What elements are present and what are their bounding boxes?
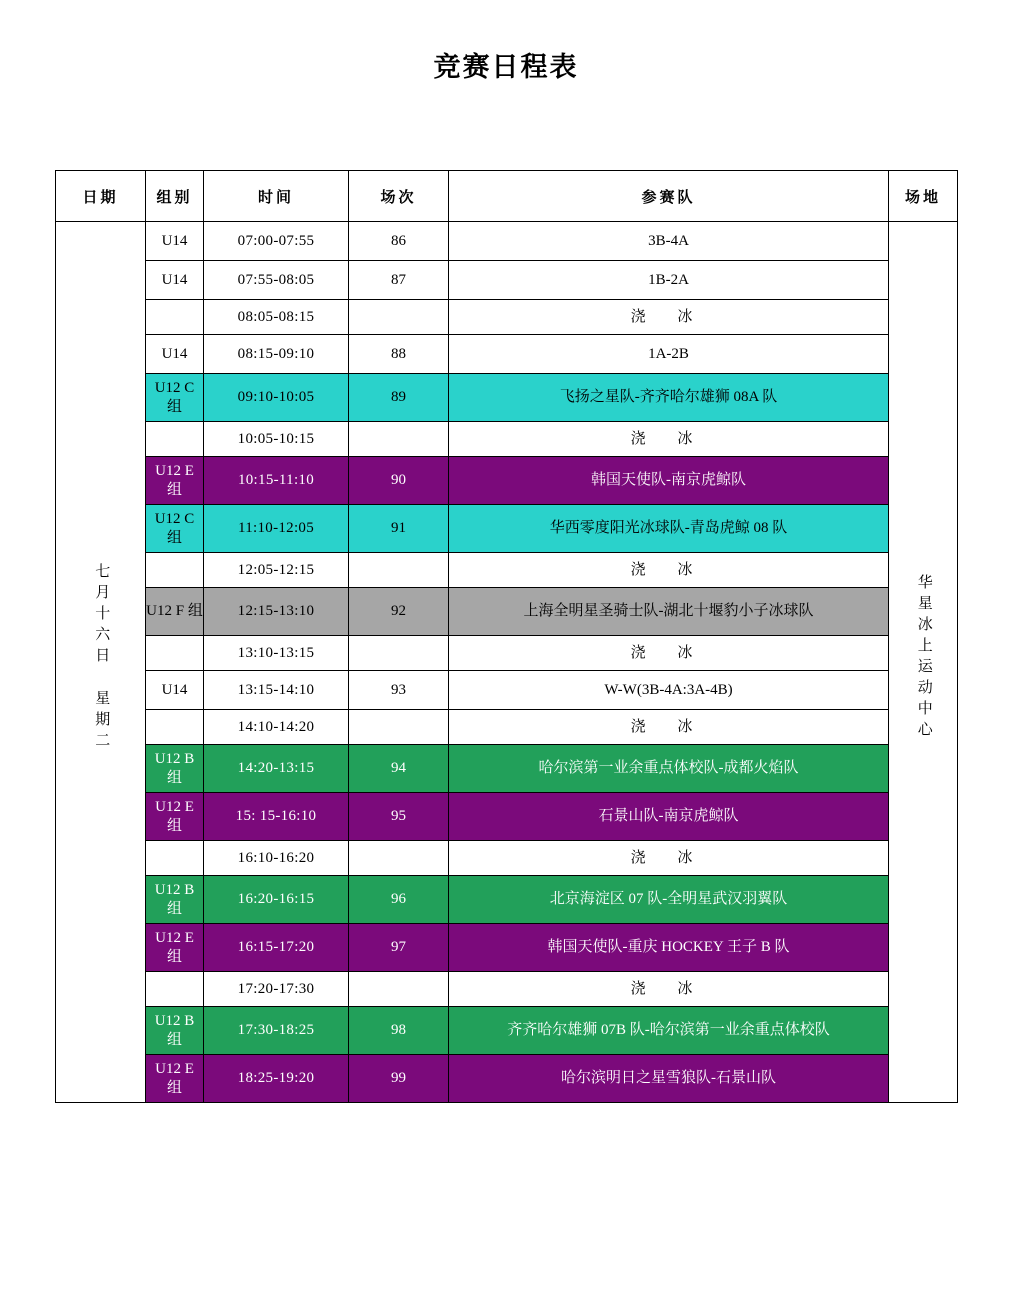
table-row: [56, 745, 958, 793]
group-cell: U14: [146, 222, 204, 261]
group-cell: [146, 972, 204, 1007]
column-header-teams: 参赛队: [449, 171, 889, 222]
table-row: [56, 636, 958, 671]
match-number-cell: [349, 300, 449, 335]
column-header-group: 组别: [146, 171, 204, 222]
time-cell: 17:20-17:30: [204, 972, 349, 1007]
match-number-cell: 87: [349, 261, 449, 300]
time-cell: 08:15-09:10: [204, 335, 349, 374]
match-number-cell: 93: [349, 671, 449, 710]
table-row: [56, 793, 958, 841]
group-cell: [146, 710, 204, 745]
group-cell: U14: [146, 261, 204, 300]
table-row: [56, 924, 958, 972]
venue-cell: [889, 222, 958, 1103]
teams-cell: 华西零度阳光冰球队-青岛虎鲸 08 队: [449, 505, 889, 553]
column-header-time: 时间: [204, 171, 349, 222]
column-header-venue: 场地: [889, 171, 958, 222]
ice-resurfacing-cell: 浇 冰: [449, 841, 889, 876]
group-cell: U12 C 组: [146, 374, 204, 422]
group-cell: U12 E 组: [146, 1055, 204, 1103]
ice-resurfacing-cell: 浇 冰: [449, 422, 889, 457]
time-cell: 10:05-10:15: [204, 422, 349, 457]
match-number-cell: 92: [349, 588, 449, 636]
time-cell: 16:10-16:20: [204, 841, 349, 876]
teams-cell: 1A-2B: [449, 335, 889, 374]
group-cell: [146, 422, 204, 457]
group-cell: [146, 300, 204, 335]
group-cell: U12 F 组: [146, 588, 204, 636]
group-cell: U14: [146, 335, 204, 374]
match-number-cell: 98: [349, 1007, 449, 1055]
column-header-match: 场次: [349, 171, 449, 222]
time-cell: 18:25-19:20: [204, 1055, 349, 1103]
ice-resurfacing-cell: 浇 冰: [449, 972, 889, 1007]
group-cell: U12 B 组: [146, 1007, 204, 1055]
table-row: [56, 671, 958, 710]
match-number-cell: 89: [349, 374, 449, 422]
table-row: [56, 335, 958, 374]
match-number-cell: 95: [349, 793, 449, 841]
ice-resurfacing-cell: 浇 冰: [449, 710, 889, 745]
teams-cell: 北京海淀区 07 队-全明星武汉羽翼队: [449, 876, 889, 924]
time-cell: 12:05-12:15: [204, 553, 349, 588]
match-number-cell: [349, 553, 449, 588]
time-cell: 13:10-13:15: [204, 636, 349, 671]
time-cell: 13:15-14:10: [204, 671, 349, 710]
teams-cell: 哈尔滨明日之星雪狼队-石景山队: [449, 1055, 889, 1103]
time-cell: 11:10-12:05: [204, 505, 349, 553]
group-cell: U12 B 组: [146, 745, 204, 793]
teams-cell: 飞扬之星队-齐齐哈尔雄狮 08A 队: [449, 374, 889, 422]
table-row: [56, 588, 958, 636]
date-text: 七月十六日 星期二: [93, 562, 110, 753]
time-cell: 10:15-11:10: [204, 457, 349, 505]
match-number-cell: [349, 710, 449, 745]
teams-cell: 上海全明星圣骑士队-湖北十堰豹小子冰球队: [449, 588, 889, 636]
column-header-date: 日期: [56, 171, 146, 222]
table-row: [56, 1055, 958, 1103]
table-row: [56, 841, 958, 876]
teams-cell: 哈尔滨第一业余重点体校队-成都火焰队: [449, 745, 889, 793]
group-cell: U14: [146, 671, 204, 710]
time-cell: 07:00-07:55: [204, 222, 349, 261]
table-header: [56, 171, 958, 222]
table-row: [56, 972, 958, 1007]
group-cell: U12 C 组: [146, 505, 204, 553]
date-cell: [56, 222, 146, 1103]
page-title: 竞赛日程表: [433, 52, 579, 82]
table-row: [56, 422, 958, 457]
match-number-cell: 88: [349, 335, 449, 374]
group-cell: [146, 841, 204, 876]
match-number-cell: 99: [349, 1055, 449, 1103]
time-cell: 09:10-10:05: [204, 374, 349, 422]
teams-cell: 齐齐哈尔雄狮 07B 队-哈尔滨第一业余重点体校队: [449, 1007, 889, 1055]
table-row: [56, 300, 958, 335]
venue-text: 华星冰上运动中心: [915, 573, 932, 742]
match-number-cell: [349, 841, 449, 876]
group-cell: [146, 553, 204, 588]
table-row: [56, 553, 958, 588]
table-row: [56, 710, 958, 745]
group-cell: U12 E 组: [146, 793, 204, 841]
teams-cell: 韩国天使队-南京虎鲸队: [449, 457, 889, 505]
match-number-cell: [349, 422, 449, 457]
teams-cell: 韩国天使队-重庆 HOCKEY 王子 B 队: [449, 924, 889, 972]
match-number-cell: [349, 972, 449, 1007]
group-cell: U12 E 组: [146, 457, 204, 505]
match-number-cell: 96: [349, 876, 449, 924]
time-cell: 15: 15-16:10: [204, 793, 349, 841]
group-cell: U12 E 组: [146, 924, 204, 972]
table-row: [56, 457, 958, 505]
match-number-cell: 97: [349, 924, 449, 972]
match-number-cell: 90: [349, 457, 449, 505]
time-cell: 08:05-08:15: [204, 300, 349, 335]
time-cell: 07:55-08:05: [204, 261, 349, 300]
schedule-table-container: [55, 170, 957, 1103]
table-row: [56, 374, 958, 422]
match-number-cell: 86: [349, 222, 449, 261]
table-body: [56, 222, 958, 1103]
time-cell: 14:10-14:20: [204, 710, 349, 745]
ice-resurfacing-cell: 浇 冰: [449, 300, 889, 335]
table-row: [56, 222, 958, 261]
time-cell: 16:15-17:20: [204, 924, 349, 972]
table-row: [56, 876, 958, 924]
teams-cell: 3B-4A: [449, 222, 889, 261]
group-cell: [146, 636, 204, 671]
match-number-cell: 91: [349, 505, 449, 553]
teams-cell: 1B-2A: [449, 261, 889, 300]
teams-cell: 石景山队-南京虎鲸队: [449, 793, 889, 841]
ice-resurfacing-cell: 浇 冰: [449, 553, 889, 588]
time-cell: 14:20-13:15: [204, 745, 349, 793]
time-cell: 12:15-13:10: [204, 588, 349, 636]
table-row: [56, 261, 958, 300]
match-number-cell: [349, 636, 449, 671]
competition-schedule-table: [55, 170, 958, 1103]
table-header-row: [56, 171, 958, 222]
ice-resurfacing-cell: 浇 冰: [449, 636, 889, 671]
group-cell: U12 B 组: [146, 876, 204, 924]
time-cell: 17:30-18:25: [204, 1007, 349, 1055]
match-number-cell: 94: [349, 745, 449, 793]
teams-cell: W-W(3B-4A:3A-4B): [449, 671, 889, 710]
table-row: [56, 1007, 958, 1055]
time-cell: 16:20-16:15: [204, 876, 349, 924]
table-row: [56, 505, 958, 553]
